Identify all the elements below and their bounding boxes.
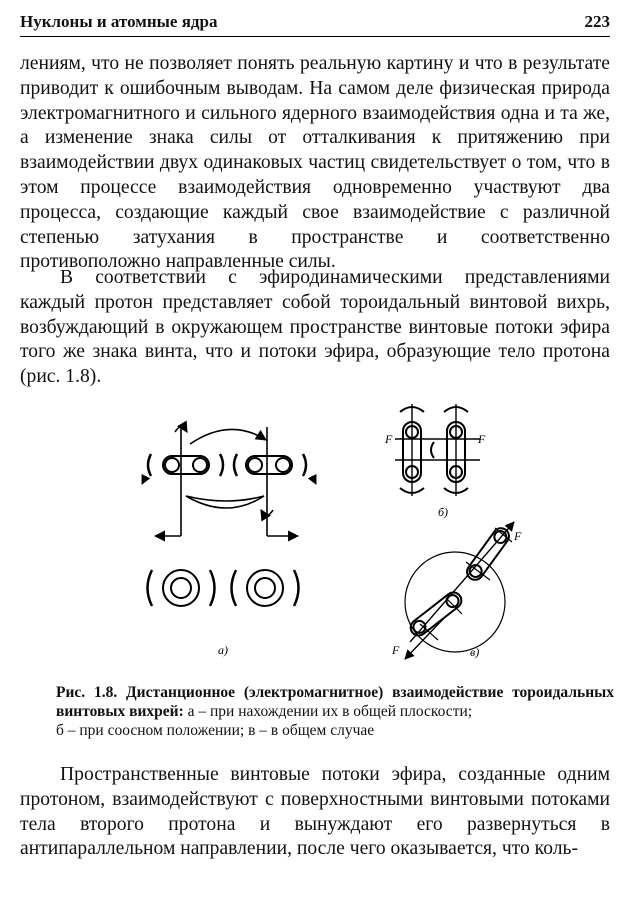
- diagram-a: [142, 427, 316, 606]
- chapter-title: Нуклоны и атомные ядра: [20, 12, 218, 31]
- right-torus-side: [234, 454, 306, 476]
- caption-part-a: а – при нахождении их в общей плоскости;: [183, 703, 473, 720]
- label-a: а): [218, 643, 228, 657]
- figure-caption: [56, 683, 614, 740]
- figure-1-8: [0, 392, 630, 682]
- caption-part-b: б – при соосном положении; в – в общем случае: [56, 722, 375, 739]
- force-label-v-bottom: F: [392, 643, 400, 657]
- paragraph-1: лениям, что не позволяет понять реальную картину и что в результате приводит к ошибочным выводам. На самом деле физическая природа электромагнитного и сильного ядерного взаимодействия одна и та же, а изменение знака силы от отталкивания к притяжению при взаимодействии двух одинаковых частиц свидетельствует о том, что в этом процессе взаимодействия одновременно участвуют два процесса, создающие каждый свое взаимодействие с различной степенью затухания в пространстве и соответственно противоположно направленные силы.: [20, 53, 610, 273]
- page-number: 223: [584, 12, 610, 31]
- paragraph-2: В соответствии с эфиродинамическими представлениями каждый протон представляет собой тороидальный винтовой вихрь, возбуждающий в окружающем пространстве винтовые потоки эфира того же знака винта, что и потоки эфира, образующие тело протона (рис. 1.8).: [20, 267, 610, 388]
- force-label-b-right: F: [478, 432, 486, 446]
- left-torus-side: [148, 454, 223, 476]
- right-rings: [232, 570, 299, 606]
- diagram-v: [405, 522, 514, 659]
- label-v: в): [470, 645, 480, 659]
- diagram-b: [395, 404, 480, 496]
- label-b: б): [438, 505, 449, 519]
- left-rings: [148, 570, 215, 606]
- force-label-b-left: F: [385, 432, 393, 446]
- caption-title: Рис. 1.8. Дистанционное (электромагнитное) взаимодействие тороидальных винтовых вихрей:: [56, 684, 614, 720]
- force-label-v-top: F: [514, 529, 522, 543]
- paragraph-3: Пространственные винтовые потоки эфира, созданные одним протоном, взаимодействуют с поверхностными винтовыми потоками тела второго протона и вынуждают его развернуться в антипараллельном направлении, после чего оказывается, что коль-: [20, 764, 610, 860]
- running-header: [20, 10, 610, 37]
